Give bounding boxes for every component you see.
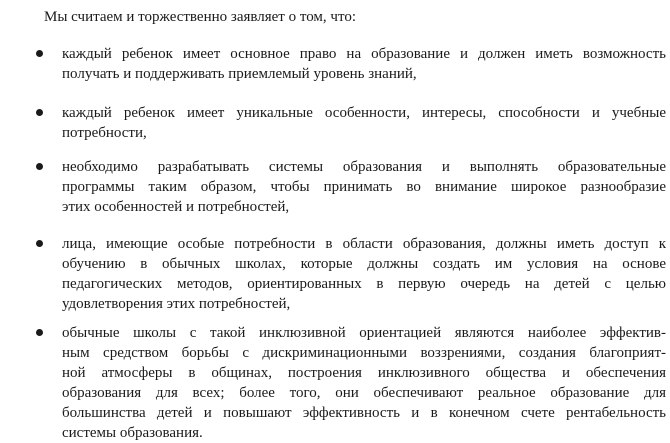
paragraph-line: ной атмосферы в общинах, построения инклюзивного общества и обеспечения [62, 365, 666, 381]
paragraph-line: обучению в обычных школах, которые должны создать им условия на основе [62, 256, 666, 272]
paragraph-line: ным средством борьбы с дискриминационными воззрениями, создания благоприят- [62, 345, 666, 361]
bullet-paragraph [62, 234, 666, 314]
paragraph-line: каждый ребенок имеет уникальные особенности, интересы, способности и учебные [62, 105, 666, 121]
paragraph-line: необходимо разрабатывать системы образования и выполнять образовательные [62, 159, 666, 175]
paragraph-line: большинства детей и повышают эффективность и в конечном счете рентабельность [62, 405, 666, 421]
paragraph-line: получать и поддерживать приемлемый уровень знаний, [62, 66, 417, 82]
bullet-dot-icon [36, 240, 43, 247]
bullet-dot-icon [36, 329, 43, 336]
paragraph-line: этих особенностей и потребностей, [62, 199, 290, 215]
bullet-dot-icon [36, 109, 43, 116]
bullet-paragraph [62, 103, 666, 143]
paragraph-line: обычные школы с такой инклюзивной ориентацией являются наиболее эффектив- [62, 325, 666, 341]
paragraph-line: потребности, [62, 125, 147, 141]
paragraph-line: лица, имеющие особые потребности в области образования, должны иметь доступ к [62, 236, 666, 252]
paragraph-line: каждый ребенок имеет основное право на образование и должен иметь возможность [62, 46, 666, 62]
paragraph-line: удовлетворения этих потребностей, [62, 296, 291, 312]
intro-text: Мы считаем и торжественно заявляет о том, что: [44, 9, 356, 25]
bullet-dot-icon [36, 163, 43, 170]
paragraph-line: системы образования. [62, 425, 203, 441]
paragraph-line: образования для всех; более того, они обеспечивают реальное образование для [62, 385, 666, 401]
paragraph-line: программы таким образом, чтобы принимать во внимание широкое разнообразие [62, 179, 666, 195]
bullet-paragraph [62, 44, 666, 84]
bullet-paragraph [62, 157, 666, 217]
bullet-paragraph [62, 323, 666, 443]
paragraph-line: педагогических методов, ориентированных в первую очередь на детей с целью [62, 276, 666, 292]
bullet-dot-icon [36, 50, 43, 57]
